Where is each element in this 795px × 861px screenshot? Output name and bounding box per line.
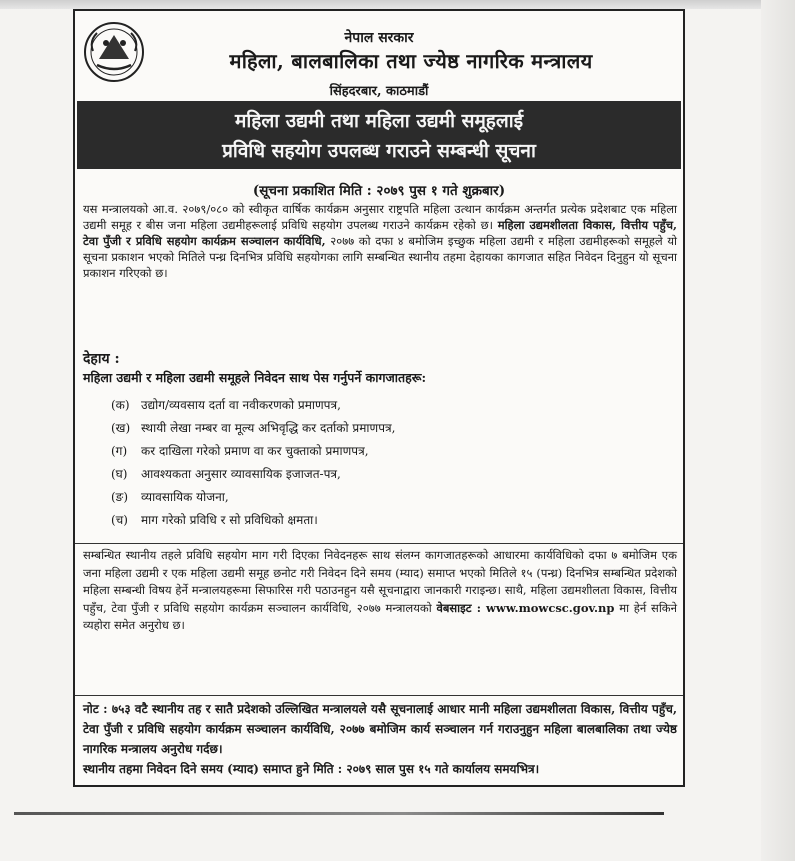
intro-paragraph bbox=[83, 201, 677, 281]
documents-heading: देहाय : bbox=[83, 351, 120, 367]
list-item bbox=[111, 464, 671, 487]
note-text: नोट : ७५३ वटै स्थानीय तह र सातै प्रदेशको उल्लिखित मन्त्रालयले यसै सूचनालाई आधार मानी महिला उद्यमशीलता विकास, वित्तीय पहुँच, टेवा पुँजी र प्रविधि सहयोग कार्यक्रम सञ्चालन कार्यविधि, २०७७ बमोजिम कार्य सञ्चालन गर्न गराउनुहुन महिला बालबालिका तथा ज्येष्ठ नागरिक मन्त्रालय अनुरोध गर्दछ। bbox=[83, 702, 677, 756]
scan-bottom-rule bbox=[14, 812, 664, 815]
notice-panel bbox=[73, 9, 685, 787]
list-item bbox=[111, 441, 671, 464]
list-text: स्थायी लेखा नम्बर वा मूल्य अभिवृद्धि कर दर्ताको प्रमाणपत्र, bbox=[141, 421, 396, 435]
list-item bbox=[111, 510, 671, 533]
list-item bbox=[111, 395, 671, 418]
website-tail: मा हेर्न सकिने व्यहोरा समेत अनुरोध छ। bbox=[83, 600, 678, 632]
list-marker: (क) bbox=[111, 398, 130, 412]
list-marker: (च) bbox=[111, 513, 128, 527]
selection-text: सम्बन्धित स्थानीय तहले प्रविधि सहयोग माग गरी दिएका निवेदनहरू साथ संलग्न कागजातहरूको आधारमा कार्यविधिको दफा ७ बमोजिम एक जना महिला उद्यमी र एक महिला उद्यमी समूह छनोट गरी निवेदन दिने समय (म्याद) समाप्त भएको मितिले १५ (पन्ध्र) दिनभित्र सम्बन्धित प्रदेशको महिला सम्बन्धी विषय हेर्ने मन्त्रालयहरूमा सिफारिस गरी पठाउनहुन यसै सूचनाद्वारा जानकारी गराइन्छ। साथै, महिला उद्यमशीलता विकास, वित्तीय पहुँच, टेवा पुँजी र प्रविधि सहयोग कार्यक्रम सञ्चालन कार्यविधि, २०७७ मन्त्रालयको bbox=[83, 548, 677, 615]
list-item bbox=[111, 418, 671, 441]
intro-text-1: यस मन्त्रालयको आ.व. २०७९/०८० को स्वीकृत वार्षिक कार्यक्रम अनुसार राष्ट्रपति महिला उत्थान कार्यक्रम अन्तर्गत प्रत्येक प्रदेशबाट एक महिला उद्यमी समूह र बीस जना महिला उद्यमीहरूलाई प्रविधि सहयोग उपलब्ध गराउने कार्यक्रम रहेको छ। bbox=[83, 202, 677, 232]
list-text: माग गरेको प्रविधि र सो प्रविधिको क्षमता। bbox=[141, 513, 318, 527]
ministry-name: महिला, बालबालिका तथा ज्येष्ठ नागरिक मन्त्रालय bbox=[229, 49, 593, 73]
publication-date: (सूचना प्रकाशित मिति : २०७९ पुस १ गते शुक्रबार) bbox=[252, 183, 506, 199]
list-text: उद्योग/व्यवसाय दर्ता वा नवीकरणको प्रमाणपत्र, bbox=[141, 398, 341, 412]
list-marker: (घ) bbox=[111, 467, 128, 481]
list-text: व्यावसायिक योजना, bbox=[141, 490, 229, 504]
scan-top-bar bbox=[0, 0, 795, 9]
list-text: कर दाखिला गरेको प्रमाण वा कर चुक्ताको प्रमाणपत्र, bbox=[141, 444, 369, 458]
selection-paragraph bbox=[83, 547, 677, 635]
list-marker: (ख) bbox=[111, 421, 131, 435]
list-marker: (ङ) bbox=[111, 490, 129, 504]
deadline-text: स्थानीय तहमा निवेदन दिने समय (म्याद) समाप्त हुने मिति : २०७९ साल पुस १५ गते कार्यालय समयभित्र। bbox=[83, 762, 540, 776]
documents-list bbox=[111, 395, 671, 533]
notice-title-banner bbox=[77, 101, 681, 169]
section-divider bbox=[75, 695, 683, 696]
title-line-2: प्रविधि सहयोग उपलब्ध गराउने सम्बन्धी सूचना bbox=[222, 140, 536, 162]
list-text: आवश्यकता अनुसार व्यावसायिक इजाजत-पत्र, bbox=[141, 467, 341, 481]
title-line-1: महिला उद्यमी तथा महिला उद्यमी समूहलाई bbox=[234, 110, 524, 132]
note-section bbox=[83, 699, 677, 779]
list-marker: (ग) bbox=[111, 444, 128, 458]
government-label: नेपाल सरकार bbox=[344, 30, 414, 46]
section-divider bbox=[75, 543, 683, 544]
documents-intro: महिला उद्यमी र महिला उद्यमी समूहले निवेदन साथ पेस गर्नुपर्ने कागजातहरू: bbox=[83, 370, 427, 385]
intro-procedure-name: महिला उद्यमशीलता विकास, वित्तीय पहुँच, टेवा पुँजी र प्रविधि सहयोग कार्यक्रम सञ्चालन कार्यविधि, bbox=[83, 218, 677, 248]
intro-text-2: २०७७ को दफा ४ बमोजिम इच्छुक महिला उद्यमी र महिला उद्यमीहरूको समूहले यो सूचना प्रकाशन भएको मितिले पन्ध्र दिनभित्र प्रविधि सहयोगका लागि सम्बन्धित स्थानीय तहमा देहायका कागजात सहित निवेदन दिनुहुन यो सूचना प्रकाशन गरिएको छ। bbox=[83, 234, 678, 280]
ministry-address: सिंहदरबार, काठमाडौं bbox=[329, 84, 429, 99]
website-link[interactable]: वेबसाइट : www.mowcsc.gov.np bbox=[436, 600, 615, 615]
scan-right-edge bbox=[761, 0, 795, 861]
list-item bbox=[111, 487, 671, 510]
